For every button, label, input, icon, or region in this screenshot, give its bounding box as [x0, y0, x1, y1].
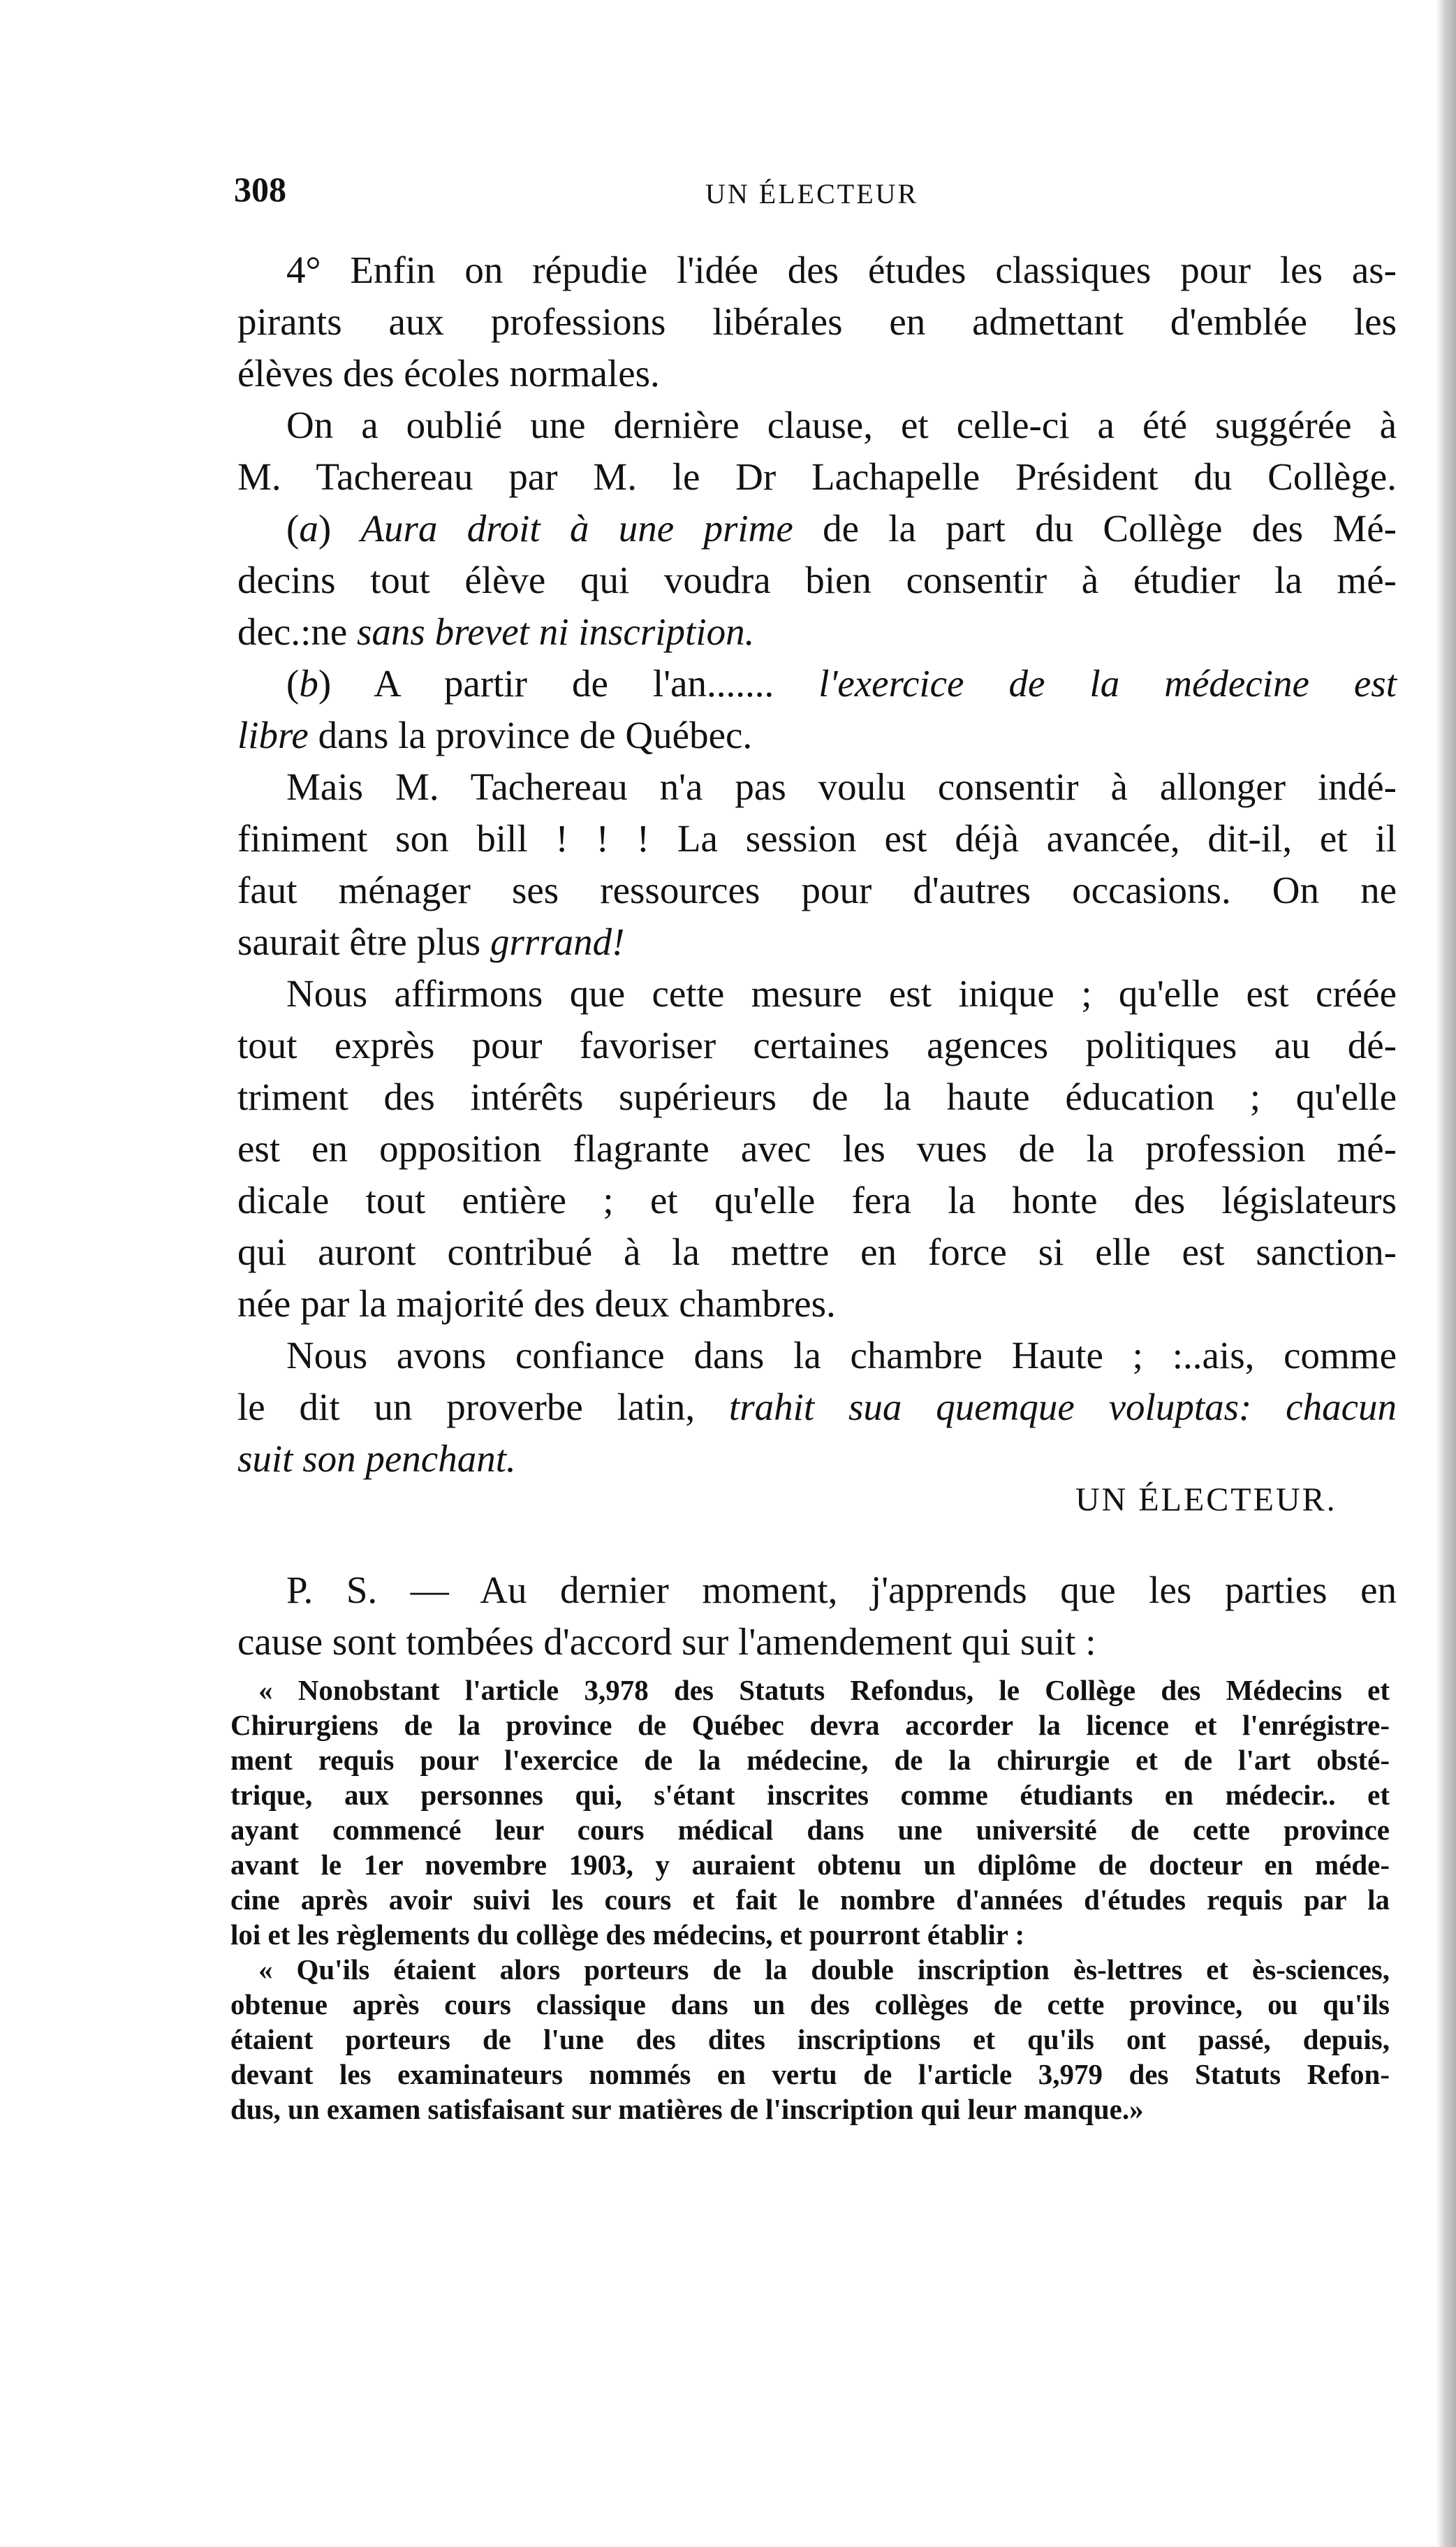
text-line: On a oublié une dernière clause, et celle-ci a été suggérée à	[286, 404, 1397, 446]
quote-line: « Qu'ils étaient alors porteurs de la double inscription ès-lettres et ès-sciences,	[258, 1953, 1390, 1986]
italic-phrase: suit son penchant.	[237, 1437, 516, 1480]
text-segment: saurait être plus	[237, 920, 490, 963]
page-number: 308	[234, 170, 286, 209]
text-segment: de la part du Collège des Mé-	[793, 507, 1397, 550]
main-text	[237, 244, 1397, 1485]
quoted-amendment	[230, 1673, 1390, 2127]
page-header	[234, 169, 1369, 218]
clause-letter: a	[299, 507, 318, 550]
quote-line: obtenue après cours classique dans un des collèges de cette province, ou qu'ils	[230, 1988, 1390, 2020]
clause-close: )	[318, 662, 332, 705]
text-line	[237, 503, 1397, 555]
text-line: est en opposition flagrante avec les vues de la profession mé-	[237, 1127, 1397, 1170]
text-segment: dec.:ne	[237, 610, 358, 653]
text-segment: dans la province de Québec.	[308, 714, 753, 756]
quote-line: trique, aux personnes qui, s'étant inscrites comme étudiants en médecir.. et	[230, 1779, 1390, 1811]
text-line: née par la majorité des deux chambres.	[237, 1282, 836, 1325]
quote-line: Chirurgiens de la province de Québec devra accorder la licence et l'enrégistre-	[230, 1709, 1390, 1741]
text-line	[237, 710, 1397, 761]
running-head: UN ÉLECTEUR	[705, 178, 919, 210]
postscript	[237, 1564, 1397, 1668]
italic-phrase: libre	[237, 714, 309, 756]
italic-phrase: l'exercice de la médecine est	[818, 662, 1397, 705]
text-line: Nous affirmons que cette mesure est inique ; qu'elle est créée	[286, 972, 1397, 1015]
clause-letter: b	[299, 662, 318, 705]
clause-open: (	[286, 662, 300, 705]
signature: UN ÉLECTEUR.	[1075, 1481, 1337, 1518]
text-line: 4° Enfin on répudie l'idée des études classiques pour les as-	[286, 249, 1397, 291]
text-segment: le dit un proverbe latin,	[237, 1386, 729, 1428]
text-line	[237, 658, 1397, 710]
italic-phrase: sans brevet ni inscription.	[357, 610, 755, 653]
italic-phrase: trahit sua quemque voluptas: chacun	[728, 1386, 1397, 1428]
quote-line: avant le 1er novembre 1903, y auraient obtenu un diplôme de docteur en méde-	[230, 1849, 1390, 1881]
quote-line: ment requis pour l'exercice de la médecine, de la chirurgie et de l'art obsté-	[230, 1744, 1390, 1776]
text-line: élèves des écoles normales.	[237, 352, 660, 395]
quote-line: dus, un examen satisfaisant sur matières de l'inscription qui leur manque.»	[230, 2093, 1144, 2125]
clause-close: )	[318, 507, 332, 550]
scan-edge-shadow	[1428, 0, 1456, 2547]
text-line: M. Tachereau par M. le Dr Lachapelle Président du Collège.	[237, 455, 1397, 498]
text-line: cause sont tombées d'accord sur l'amendement qui suit :	[237, 1620, 1096, 1663]
clause-open: (	[286, 507, 300, 550]
text-line	[237, 1433, 1397, 1485]
quote-line: étaient porteurs de l'une des dites inscriptions et qu'ils ont passé, depuis,	[230, 2023, 1390, 2055]
text-line	[237, 916, 1397, 968]
text-line: pirants aux professions libérales en admettant d'emblée les	[237, 300, 1397, 343]
text-line: dicale tout entière ; et qu'elle fera la honte des législateurs	[237, 1179, 1397, 1221]
text-line: qui auront contribué à la mettre en force si elle est sanction-	[237, 1231, 1397, 1273]
quote-line: loi et les règlements du collège des médecins, et pourront établir :	[230, 1918, 1025, 1951]
quote-line: ayant commencé leur cours médical dans une université de cette province	[230, 1814, 1390, 1846]
text-line: finiment son bill ! ! ! La session est déjà avancée, dit-il, et il	[237, 817, 1397, 860]
quote-line: « Nonobstant l'article 3,978 des Statuts Refondus, le Collège des Médecins et	[258, 1674, 1390, 1706]
text-line: Mais M. Tachereau n'a pas voulu consentir à allonger indé-	[286, 765, 1397, 808]
italic-phrase: grrrand!	[490, 920, 625, 963]
text-segment: A partir de l'an.......	[331, 662, 819, 705]
text-line: decins tout élève qui voudra bien consentir à étudier la mé-	[237, 559, 1397, 601]
text-line	[237, 606, 1397, 658]
text-line: Nous avons confiance dans la chambre Haute ; :..ais, comme	[286, 1334, 1397, 1377]
text-line: faut ménager ses ressources pour d'autres occasions. On ne	[237, 869, 1397, 911]
quote-line: devant les examinateurs nommés en vertu de l'article 3,979 des Statuts Refon-	[230, 2058, 1390, 2090]
text-line: tout exprès pour favoriser certaines agences politiques au dé-	[237, 1024, 1397, 1066]
italic-phrase: Aura droit à une prime	[360, 507, 793, 550]
quote-line: cine après avoir suivi les cours et fait le nombre d'années d'études requis par la	[230, 1884, 1390, 1916]
text-line: triment des intérêts supérieurs de la haute éducation ; qu'elle	[237, 1076, 1397, 1118]
text-line: P. S. — Au dernier moment, j'apprends que les parties en	[286, 1569, 1397, 1611]
text-line	[237, 1381, 1397, 1433]
